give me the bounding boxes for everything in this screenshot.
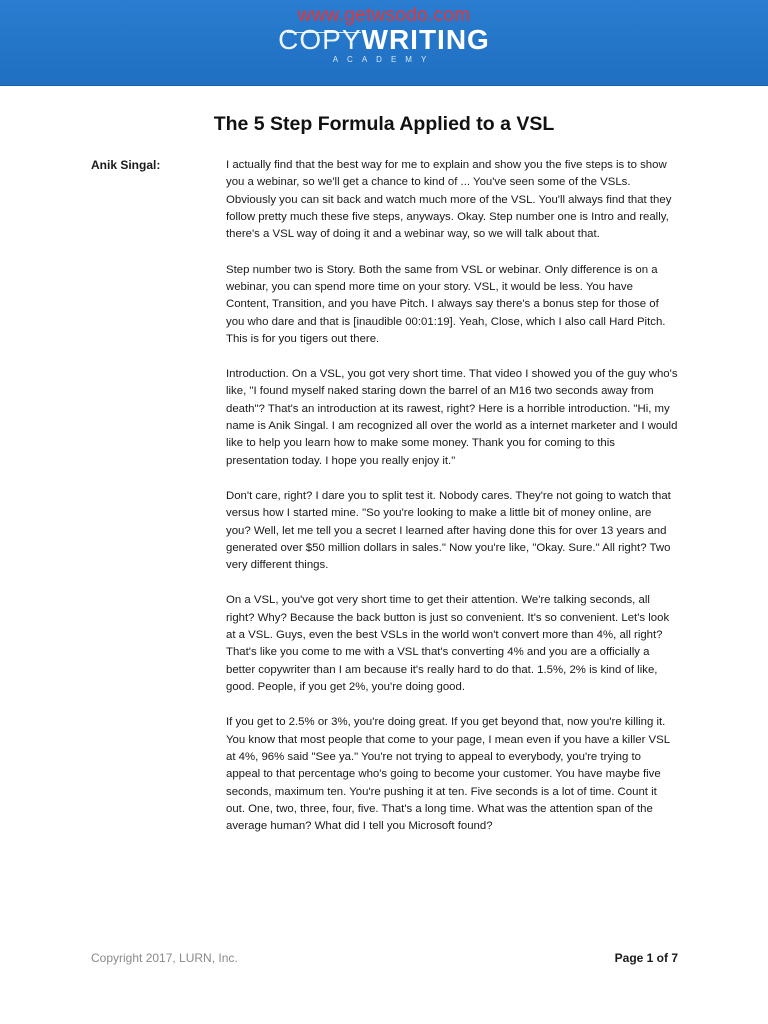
logo-subtitle: ACADEMY [332,55,436,64]
transcript-paragraph: If you get to 2.5% or 3%, you're doing great. If you get beyond that, now you're killing it. You know that most people that come to your page, I mean even if you have a killer VSL at 4%, 96% said "See ya." You're not trying to appeal to everybody, you're trying to appeal to that percentage who's going to become your customer. You have maybe five seconds, maximum ten. You're pushing it at ten. Five seconds is a lot of time. Count it out. One, two, three, four, five. That's a long time. What was the attention span of the average human? What did I tell you Microsoft found? [226,716,670,833]
document-title: The 5 Step Formula Applied to a VSL [213,113,555,135]
transcript-body [226,157,678,853]
transcript-paragraph: Don't care, right? I dare you to split test it. Nobody cares. They're not going to watch that versus how I started mine. "So you're looking to make a little bit of money online, are you? Well, let me tell you a secret I learned after having done this for over 13 years and generated over $50 million dollars in sales." Now you're like, "Okay. Sure." All right? Two very different things. [226,489,671,572]
transcript-paragraph: Introduction. On a VSL, you got very short time. That video I showed you of the guy who's like, "I found myself naked staring down the barrel of an M16 two seconds away from death"? That's an introduction at its rawest, right? Here is a horrible introduction. "Hi, my name is Anik Singal. I am recognized all over the world as a internet marketer and I would like to help you learn how to make some money. Thank you for coming to this presentation today. I hope you really enjoy it." [226,368,678,467]
transcript-paragraph: On a VSL, you've got very short time to get their attention. We're talking seconds, all right? Why? Because the back button is just so convenient. It's so convenient. Let's look at a VSL. Guys, even the best VSLs in the world won't convert more than 4%, all right? That's like you come to me with a VSL that's converting 4% and you are a officially a better copywriter than I am because it's really hard to do that. 1.5%, 2% is kind of like, good. People, if you get 2%, you're doing good. [226,594,670,694]
page-number: Page 1 of 7 [614,951,678,965]
logo-part-writing: WRITING [361,24,490,55]
copywriting-academy-logo [0,25,768,55]
copyright-notice: Copyright 2017, LURN, Inc. [91,951,238,965]
header-banner [0,0,768,86]
transcript-paragraph: Step number two is Story. Both the same from VSL or webinar. Only difference is on a webinar, you can spend more time on your story. VSL, it would be less. You have Content, Transition, and you have Pitch. I always say there's a bonus step for those of you who dare and that is [inaudible 00:01:19]. Yeah, Close, which I also call Hard Pitch. This is for you tigers out there. [226,263,666,345]
speaker-name: Anik Singal: [91,158,161,172]
watermark-url: www.getwsodo.com [297,5,471,26]
logo-part-copy: COPY [278,24,362,55]
logo-wordmark [278,25,490,55]
transcript-paragraph: I actually find that the best way for me to explain and show you the five steps is to show you a webinar, so we'll get a chance to kind of ... You've seen some of the VSLs. Obviously you can sit back and watch much more of the VSL. You'll always find that they follow pretty much these five steps, anyways. Okay. Step number one is Intro and really, there's a VSL way of doing it and a webinar way, so we will talk about that. [226,159,672,241]
